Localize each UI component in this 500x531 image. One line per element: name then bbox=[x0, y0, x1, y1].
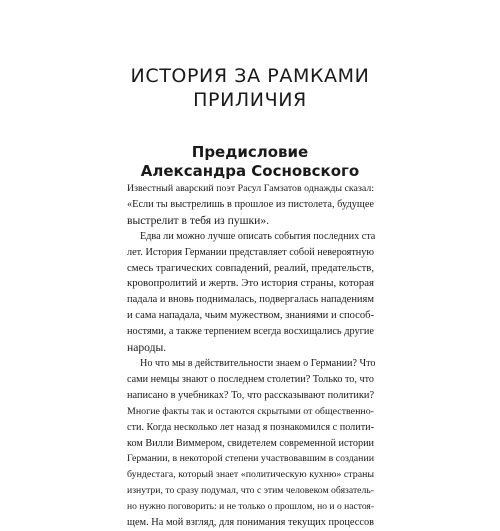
text-line: смесь трагических совпадений, реалий, предательств, bbox=[127, 261, 375, 274]
text-line: Но что мы в действительности знаем о Германии? Что bbox=[140, 357, 376, 369]
chapter-title-line-1: ИСТОРИЯ ЗА РАМКАМИ bbox=[130, 65, 370, 87]
text-line: Многие факты так и остаются скрытыми от общественно- bbox=[127, 405, 374, 417]
preface-heading-line-2: Александра Сосновского bbox=[140, 162, 360, 180]
text-line: сти. Когда несколько лет назад я познакомился с полити- bbox=[127, 421, 374, 433]
text-line: но нужно поговорить: и не только о прошлом, но и о настоя- bbox=[127, 501, 374, 513]
text-line: Известный аварский поэт Расул Гамзатов однажды сказал: bbox=[127, 183, 374, 194]
text-line: выстрелит в тебя из пушки». bbox=[127, 213, 270, 227]
text-line: Едва ли можно лучше описать события последних ста bbox=[140, 230, 376, 242]
text-line: Германии, в некоторой степени участвовавшим в создании bbox=[127, 453, 374, 465]
text-line: написано в учебниках? То, что рассказывают политики? bbox=[127, 389, 375, 401]
text-line: щем. На мой взгляд, для понимания текущих процессов bbox=[127, 517, 374, 529]
preface-body bbox=[127, 181, 374, 531]
text-line: лет. История Германии представляет собой невероятную bbox=[127, 246, 374, 258]
text-line: народы. bbox=[127, 341, 167, 355]
text-line: и сама нападала, чьим мужеством, знаниями и способ- bbox=[127, 310, 375, 322]
text-line: падала и вновь поднималась, подвергалась нападениям bbox=[127, 294, 374, 306]
chapter-title-line-2: ПРИЛИЧИЯ bbox=[193, 89, 307, 111]
text-line: ностями, а также терпением всегда восхищались другие bbox=[127, 326, 374, 338]
text-line: «Если ты выстрелишь в прошлое из пистолета, будущее bbox=[127, 198, 374, 210]
text-line: бундестага, который знает «политическую кухню» страны bbox=[127, 469, 374, 481]
text-line: изнутри, то сразу подумал, что с этим человеком обязатель- bbox=[127, 485, 374, 497]
chapter-title bbox=[0, 64, 500, 112]
preface-heading-line-1: Предисловие bbox=[191, 143, 309, 161]
text-line: кровопролитий и жертв. Это история страны, которая bbox=[127, 277, 374, 290]
preface-heading bbox=[0, 143, 500, 181]
text-line: ком Вилли Виммером, свидетелем современной истории bbox=[127, 437, 374, 449]
text-line: сами немцы знают о последнем столетии? Только то, что bbox=[127, 373, 375, 385]
